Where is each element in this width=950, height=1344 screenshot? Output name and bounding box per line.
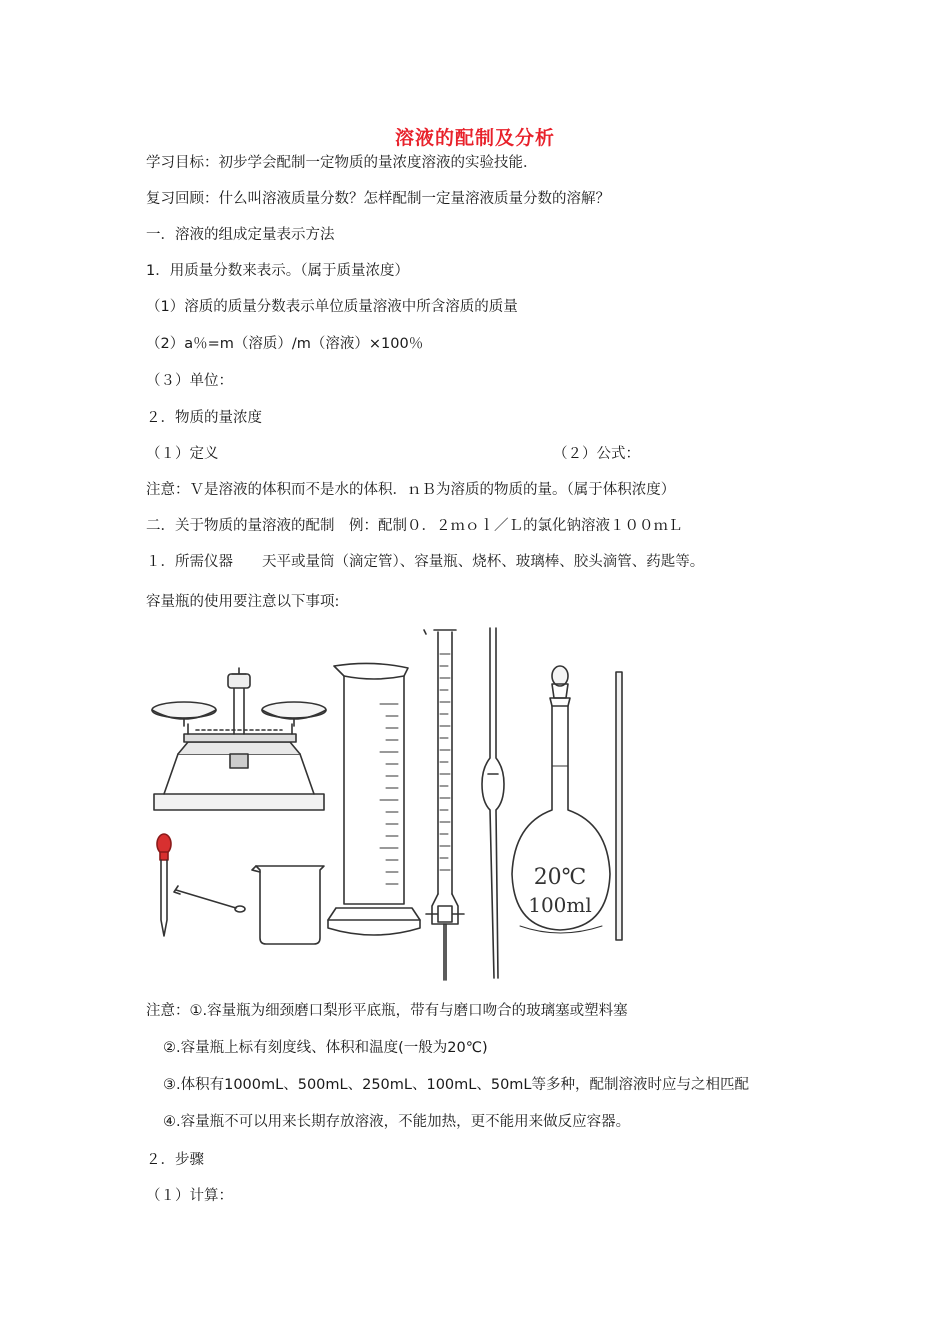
note-flask-volumes: ③.体积有1000mL、500mL、250mL、100mL、50mL等多种，配制溶液时应与之相匹配 [163, 1077, 750, 1093]
item-mass-fraction-formula: （2）a％=m（溶质）/m（溶液）×100％ [146, 336, 424, 352]
document-title: 溶液的配制及分析 [394, 127, 555, 149]
learning-goal-line: 学习目标：初步学会配制一定物质的量浓度溶液的实验技能． [146, 155, 538, 171]
item-unit: （３）单位： [146, 373, 233, 389]
balance-scale-icon [152, 668, 326, 810]
note-flask-shape: 注意：①.容量瓶为细颈磨口梨形平底瓶，带有与磨口吻合的玻璃塞或塑料塞 [146, 1003, 628, 1019]
flask-usage-heading: 容量瓶的使用要注意以下事项: [146, 594, 340, 610]
apparatus-figure [148, 624, 638, 986]
step-calculate: （１）计算： [146, 1188, 233, 1204]
spatula-icon [174, 886, 245, 912]
review-line: 复习回顾：什么叫溶液质量分数？怎样配制一定量溶液质量分数的溶解？ [146, 191, 610, 207]
beaker-icon [252, 866, 324, 944]
item-mass-fraction-def: （1）溶质的质量分数表示单位质量溶液中所含溶质的质量 [146, 299, 518, 315]
item-mass-fraction: 1．用质量分数来表示。（属于质量浓度） [146, 263, 409, 279]
dropper-icon [157, 834, 171, 936]
section-two-heading: 二．关于物质的量溶液的配制 例：配制０．２ｍｏｌ／Ｌ的氯化钠溶液１００ｍＬ [146, 518, 683, 534]
item-molar-concentration: ２．物质的量浓度 [146, 410, 262, 426]
item-definition: （１）定义 [146, 446, 219, 462]
note-flask-marks: ②.容量瓶上标有刻度线、体积和温度(一般为20℃) [163, 1040, 488, 1056]
glass-rod-icon [616, 672, 622, 940]
note-volume: 注意：Ｖ是溶液的体积而不是水的体积．ｎＢ为溶质的物质的量。（属于体积浓度） [146, 482, 676, 498]
graduated-cylinder-icon [328, 663, 420, 935]
item-instruments: １．所需仪器 天平或量筒（滴定管）、容量瓶、烧杯、玻璃棒、胶头滴管、药匙等。 [146, 554, 705, 570]
flask-temp-label: 20℃ [533, 865, 587, 890]
steps-heading: ２．步骤 [146, 1152, 204, 1168]
burette-icon [424, 630, 464, 980]
item-formula: （２）公式： [553, 446, 640, 462]
note-flask-restrictions: ④.容量瓶不可以用来长期存放溶液，不能加热，更不能用来做反应容器。 [163, 1114, 631, 1130]
pipette-icon [482, 628, 504, 978]
section-one-heading: 一．溶液的组成定量表示方法 [146, 227, 335, 243]
apparatus-illustration [148, 624, 638, 986]
flask-volume-label: 100ml [528, 893, 592, 917]
